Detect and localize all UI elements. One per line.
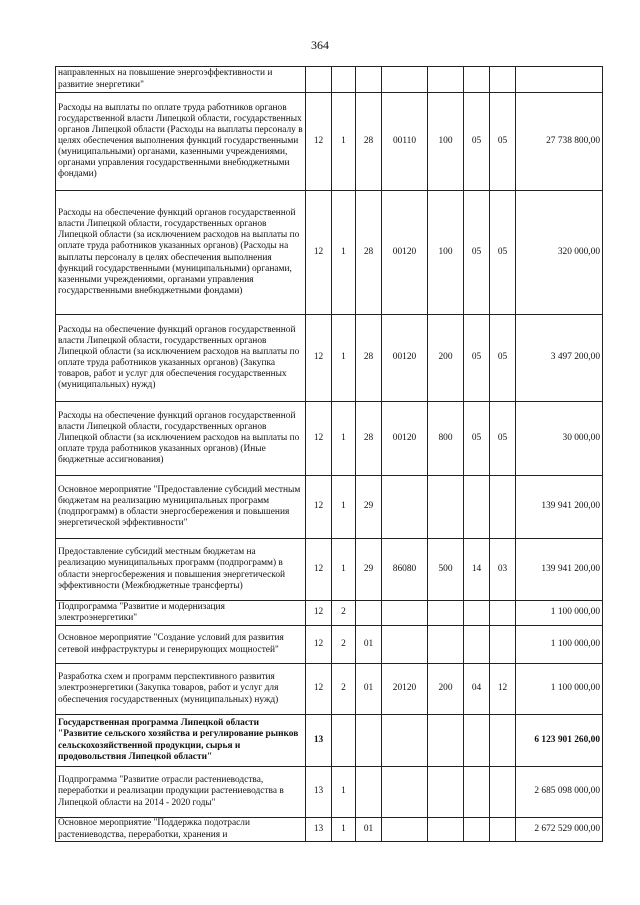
cell-subsection (490, 767, 516, 818)
table-body (56, 67, 603, 842)
cell-amount: 3 497 200,00 (516, 315, 603, 402)
cell-program: 12 (306, 539, 332, 601)
cell-subsection: 03 (490, 539, 516, 601)
cell-subsection (490, 715, 516, 767)
row-description: Подпрограмма "Развитие отрасли растениеводства, переработки и реализации продукции растениеводства в Липецкой области на 2014 - 2020 годы" (56, 767, 306, 818)
cell-program: 13 (306, 818, 332, 842)
table-row (56, 626, 603, 664)
cell-amount (516, 67, 603, 93)
cell-subprogram: 1 (332, 539, 356, 601)
table-row (56, 818, 603, 842)
cell-subsection: 05 (490, 315, 516, 402)
cell-main-activity: 01 (356, 664, 382, 715)
cell-expense-type: 800 (428, 402, 464, 476)
cell-program: 12 (306, 93, 332, 191)
cell-subsection: 05 (490, 93, 516, 191)
cell-main-activity: 29 (356, 539, 382, 601)
row-description: Расходы на обеспечение функций органов государственной власти Липецкой области, государственных органов Липецкой области (за исключением расходов на выплаты по оплате труда работников указанных органов) (Расходы на выплаты персоналу в целях обеспечения выполнения функций государственными (муниципальными) органами, казенными учреждениями, органами управления государственными внебюджетными фондами) (56, 191, 306, 315)
cell-expense-type: 500 (428, 539, 464, 601)
cell-subprogram: 1 (332, 767, 356, 818)
cell-expense-type (428, 626, 464, 664)
cell-subsection: 12 (490, 664, 516, 715)
cell-section (464, 476, 490, 539)
cell-program: 12 (306, 191, 332, 315)
row-description: Расходы на обеспечение функций органов государственной власти Липецкой области, государственных органов Липецкой области (за исключением расходов на выплаты по оплате труда работников указанных органов) (Закупка товаров, работ и услуг для обеспечения государственных (муниципальных) нужд) (56, 315, 306, 402)
cell-direction: 00110 (382, 93, 428, 191)
row-description: Разработка схем и программ перспективного развития электроэнергетики (Закупка товаров, работ и услуг для обеспечения государственных (муниципальных) нужд) (56, 664, 306, 715)
cell-amount: 2 672 529 000,00 (516, 818, 603, 842)
cell-direction (382, 767, 428, 818)
cell-section (464, 715, 490, 767)
page-number: 364 (311, 38, 329, 52)
cell-direction: 00120 (382, 402, 428, 476)
cell-subprogram (332, 67, 356, 93)
cell-expense-type (428, 818, 464, 842)
row-description: направленных на повышение энергоэффективности и развитие энергетики" (56, 67, 306, 93)
table-row (56, 767, 603, 818)
cell-subsection (490, 476, 516, 539)
cell-expense-type: 200 (428, 315, 464, 402)
cell-section: 05 (464, 402, 490, 476)
table-row (56, 67, 603, 93)
cell-expense-type: 200 (428, 664, 464, 715)
cell-subsection: 05 (490, 402, 516, 476)
cell-amount: 139 941 200,00 (516, 539, 603, 601)
cell-main-activity: 28 (356, 93, 382, 191)
table-row (56, 402, 603, 476)
cell-main-activity (356, 67, 382, 93)
cell-direction: 20120 (382, 664, 428, 715)
cell-program: 12 (306, 476, 332, 539)
cell-section (464, 601, 490, 626)
cell-expense-type: 100 (428, 93, 464, 191)
cell-subsection (490, 601, 516, 626)
cell-expense-type (428, 67, 464, 93)
budget-table (55, 66, 603, 842)
table-row (56, 476, 603, 539)
cell-program: 12 (306, 626, 332, 664)
cell-amount: 1 100 000,00 (516, 626, 603, 664)
cell-direction (382, 626, 428, 664)
row-description: Расходы на выплаты по оплате труда работников органов государственной власти Липецкой области, государственных органов Липецкой области (Расходы на выплаты персоналу в целях обеспечения выполнения функций государственными (муниципальными) органами, казенными учреждениями, органами управления государственными внебюджетными фондами) (56, 93, 306, 191)
cell-direction: 00120 (382, 315, 428, 402)
cell-program: 13 (306, 767, 332, 818)
table-row (56, 191, 603, 315)
cell-direction: 00120 (382, 191, 428, 315)
cell-amount: 6 123 901 260,00 (516, 715, 603, 767)
row-description: Предоставление субсидий местным бюджетам на реализацию муниципальных программ (подпрограмм) в области энергосбережения и повышения энергетической эффективности (Межбюджетные трансферты) (56, 539, 306, 601)
cell-direction (382, 715, 428, 767)
cell-amount: 139 941 200,00 (516, 476, 603, 539)
table-row (56, 715, 603, 767)
table-row (56, 315, 603, 402)
cell-subprogram: 2 (332, 664, 356, 715)
cell-main-activity: 01 (356, 818, 382, 842)
cell-expense-type (428, 715, 464, 767)
cell-subsection (490, 626, 516, 664)
cell-subprogram: 1 (332, 402, 356, 476)
table-row (56, 601, 603, 626)
cell-section: 05 (464, 93, 490, 191)
cell-main-activity: 28 (356, 402, 382, 476)
table-row (56, 93, 603, 191)
cell-amount: 30 000,00 (516, 402, 603, 476)
cell-program (306, 67, 332, 93)
cell-subsection: 05 (490, 191, 516, 315)
row-description: Основное мероприятие "Поддержка подотрасли растениеводства, переработки, хранения и (56, 818, 306, 842)
cell-direction (382, 476, 428, 539)
cell-amount: 1 100 000,00 (516, 601, 603, 626)
cell-direction: 86080 (382, 539, 428, 601)
table-row (56, 539, 603, 601)
cell-subprogram: 1 (332, 93, 356, 191)
cell-subprogram: 1 (332, 818, 356, 842)
cell-direction (382, 67, 428, 93)
cell-amount: 1 100 000,00 (516, 664, 603, 715)
cell-subprogram: 1 (332, 315, 356, 402)
cell-amount: 27 738 800,00 (516, 93, 603, 191)
cell-main-activity: 29 (356, 476, 382, 539)
row-description: Расходы на обеспечение функций органов государственной власти Липецкой области, государственных органов Липецкой области (за исключением расходов на выплаты по оплате труда работников указанных органов) (Иные бюджетные ассигнования) (56, 402, 306, 476)
cell-main-activity (356, 715, 382, 767)
row-description: Основное мероприятие "Предоставление субсидий местным бюджетам на реализацию муниципальных программ (подпрограмм) в области энергосбережения и повышения энергетической эффективности" (56, 476, 306, 539)
cell-program: 13 (306, 715, 332, 767)
cell-subprogram (332, 715, 356, 767)
cell-subprogram: 2 (332, 626, 356, 664)
cell-section: 04 (464, 664, 490, 715)
cell-subsection (490, 67, 516, 93)
cell-expense-type (428, 601, 464, 626)
cell-subsection (490, 818, 516, 842)
cell-main-activity: 01 (356, 626, 382, 664)
cell-subprogram: 1 (332, 476, 356, 539)
cell-subprogram: 2 (332, 601, 356, 626)
cell-expense-type: 100 (428, 191, 464, 315)
cell-main-activity (356, 601, 382, 626)
cell-section: 05 (464, 191, 490, 315)
row-description: Подпрограмма "Развитие и модернизация электроэнергетики" (56, 601, 306, 626)
cell-program: 12 (306, 402, 332, 476)
cell-main-activity: 28 (356, 315, 382, 402)
cell-amount: 2 685 098 000,00 (516, 767, 603, 818)
cell-expense-type (428, 767, 464, 818)
cell-main-activity (356, 767, 382, 818)
cell-direction (382, 601, 428, 626)
row-description: Государственная программа Липецкой области "Развитие сельского хозяйства и регулирование рынков сельскохозяйственной продукции, сырья и продовольствия Липецкой области" (56, 715, 306, 767)
cell-expense-type (428, 476, 464, 539)
cell-section: 05 (464, 315, 490, 402)
cell-section (464, 67, 490, 93)
row-description: Основное мероприятие "Создание условий для развития сетевой инфраструктуры и генерирующих мощностей" (56, 626, 306, 664)
cell-section (464, 626, 490, 664)
cell-main-activity: 28 (356, 191, 382, 315)
cell-section (464, 767, 490, 818)
cell-section (464, 818, 490, 842)
cell-program: 12 (306, 315, 332, 402)
cell-amount: 320 000,00 (516, 191, 603, 315)
cell-subprogram: 1 (332, 191, 356, 315)
table-row (56, 664, 603, 715)
cell-program: 12 (306, 601, 332, 626)
cell-program: 12 (306, 664, 332, 715)
cell-section: 14 (464, 539, 490, 601)
cell-direction (382, 818, 428, 842)
